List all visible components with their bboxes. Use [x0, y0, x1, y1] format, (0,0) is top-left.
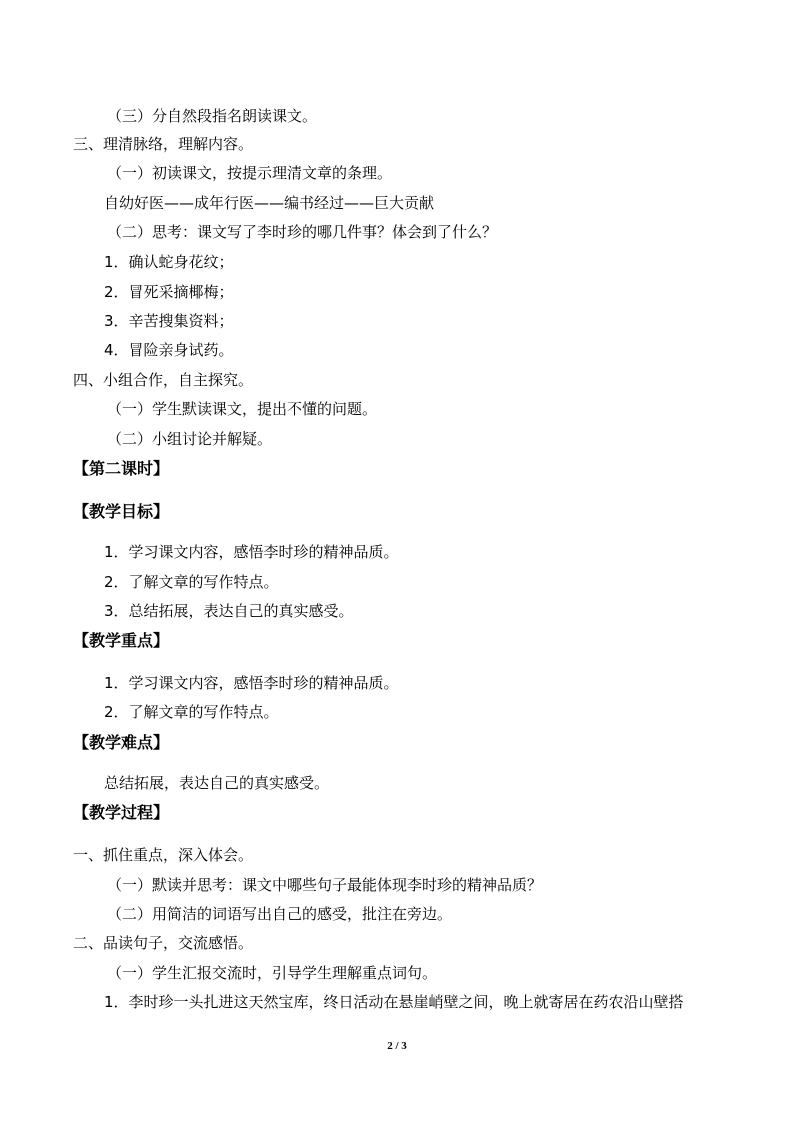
list-item: 1．确认蛇身花纹；: [104, 253, 234, 271]
bracket-heading: 【教学重点】: [73, 631, 170, 650]
paragraph-line: 总结拓展，表达自己的真实感受。: [104, 774, 330, 792]
paragraph-line: 自幼好医——成年行医——编书经过——巨大贡献: [104, 194, 435, 212]
paragraph-line: 1．李时珍一头扎进这天然宝库，终日活动在悬崖峭壁之间，晚上就寄居在药农沿山壁搭: [104, 993, 684, 1011]
section-heading: 四、小组合作，自主探究。: [73, 371, 254, 389]
paragraph-line: （二）思考：课文写了李时珍的哪几件事？体会到了什么？: [107, 223, 498, 241]
list-item: 1．学习课文内容，感悟李时珍的精神品质。: [104, 543, 399, 561]
list-item: 2．了解文章的写作特点。: [104, 703, 279, 721]
paragraph-line: （一）学生汇报交流时，引导学生理解重点词句。: [107, 964, 438, 982]
list-item: 2．冒死采摘椰梅；: [104, 283, 234, 301]
paragraph-line: （二）用简洁的词语写出自己的感受，批注在旁边。: [107, 905, 453, 923]
bracket-heading: 【教学过程】: [73, 803, 170, 822]
list-item: 3．辛苦搜集资料；: [104, 312, 234, 330]
section-heading: 二、品读句子，交流感悟。: [73, 934, 254, 952]
bracket-heading: 【第二课时】: [73, 459, 170, 478]
list-item: 2．了解文章的写作特点。: [104, 573, 279, 591]
page-number: 2 / 3: [387, 1040, 407, 1052]
paragraph-line: （一）学生默读课文，提出不懂的问题。: [107, 400, 378, 418]
list-item: 1．学习课文内容，感悟李时珍的精神品质。: [104, 674, 399, 692]
paragraph-line: （二）小组讨论并解疑。: [107, 430, 273, 448]
paragraph-line: （一）默读并思考：课文中哪些句子最能体现李时珍的精神品质？: [107, 876, 543, 894]
list-item: 3．总结拓展，表达自己的真实感受。: [104, 602, 354, 620]
bracket-heading: 【教学难点】: [73, 733, 170, 752]
paragraph-line: （三）分自然段指名朗读课文。: [107, 107, 318, 125]
section-heading: 三、理清脉络，理解内容。: [73, 135, 254, 153]
list-item: 4．冒险亲身试药。: [104, 341, 234, 359]
bracket-heading: 【教学目标】: [73, 502, 170, 521]
paragraph-line: （一）初读课文，按提示理清文章的条理。: [107, 164, 393, 182]
section-heading: 一、抓住重点，深入体会。: [73, 846, 254, 864]
